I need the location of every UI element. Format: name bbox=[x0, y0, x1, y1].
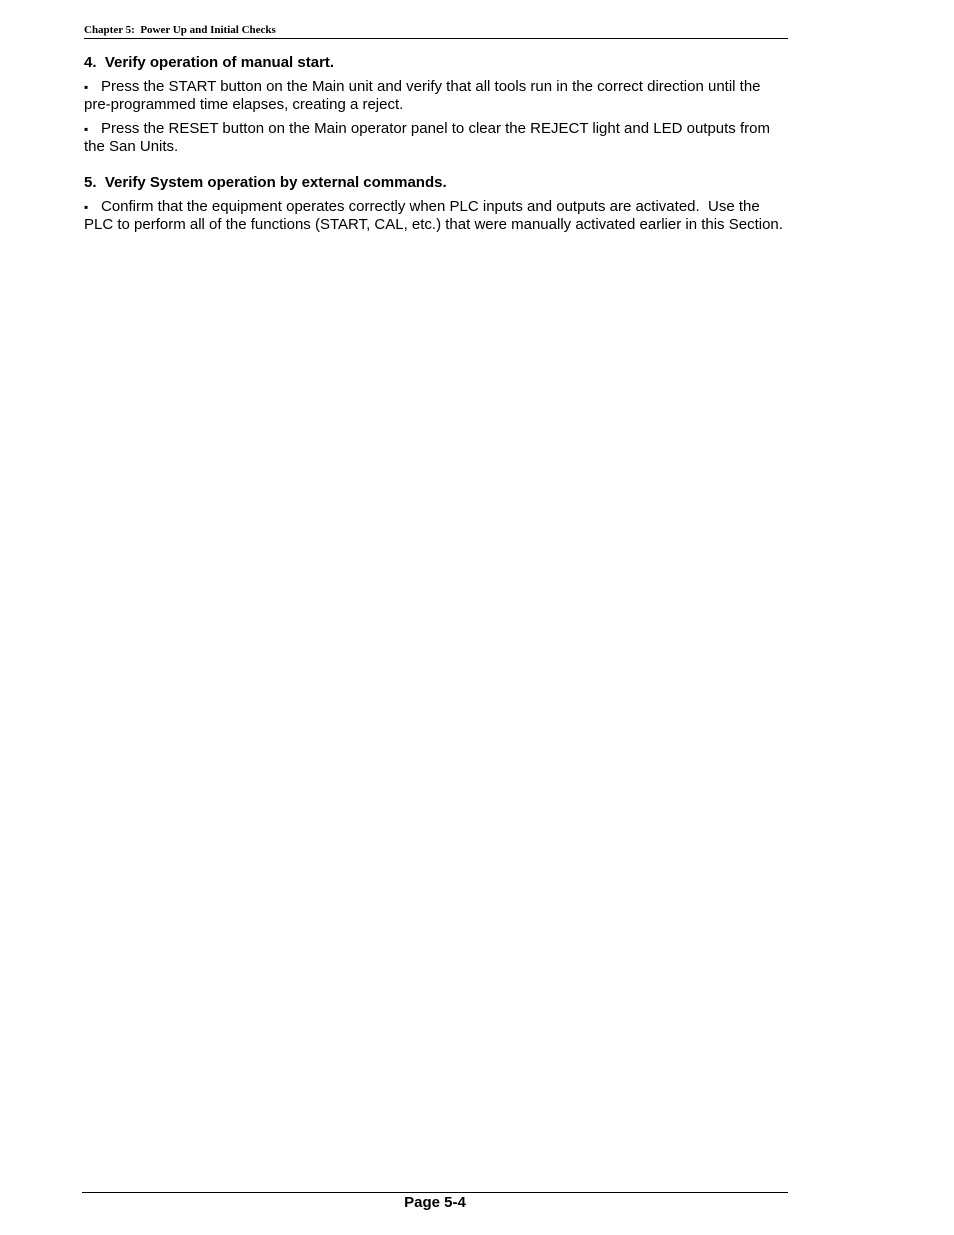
section-heading: 4. Verify operation of manual start. bbox=[84, 54, 335, 71]
bullet-text: Confirm that the equipment operates correctly when PLC inputs and outputs are activated. Use the PLC to perform all of the functions (START, CAL, etc.) that were manually activated earlier in this Section. bbox=[84, 198, 783, 233]
bullet-paragraph bbox=[84, 78, 790, 114]
bullet-icon: ▪ bbox=[84, 80, 89, 94]
bullet-icon: ▪ bbox=[84, 122, 89, 136]
section-spacer bbox=[84, 162, 790, 174]
footer-rule bbox=[82, 1192, 788, 1193]
bullet-text: Press the START button on the Main unit and verify that all tools run in the correct direction until the pre-programmed time elapses, creating a reject. bbox=[84, 78, 765, 113]
section-5 bbox=[84, 174, 790, 234]
page-number: Page 5-4 bbox=[404, 1194, 466, 1211]
bullet-paragraph bbox=[84, 198, 790, 234]
bullet-icon: ▪ bbox=[84, 200, 89, 214]
chapter-header: Chapter 5: Power Up and Initial Checks bbox=[84, 22, 788, 39]
bullet-text: Press the RESET button on the Main operator panel to clear the REJECT light and LED outputs from the San Units. bbox=[84, 120, 775, 155]
section-4 bbox=[84, 54, 790, 156]
document-body bbox=[84, 54, 790, 240]
bullet-paragraph bbox=[84, 120, 790, 156]
section-heading: 5. Verify System operation by external commands. bbox=[84, 174, 447, 191]
